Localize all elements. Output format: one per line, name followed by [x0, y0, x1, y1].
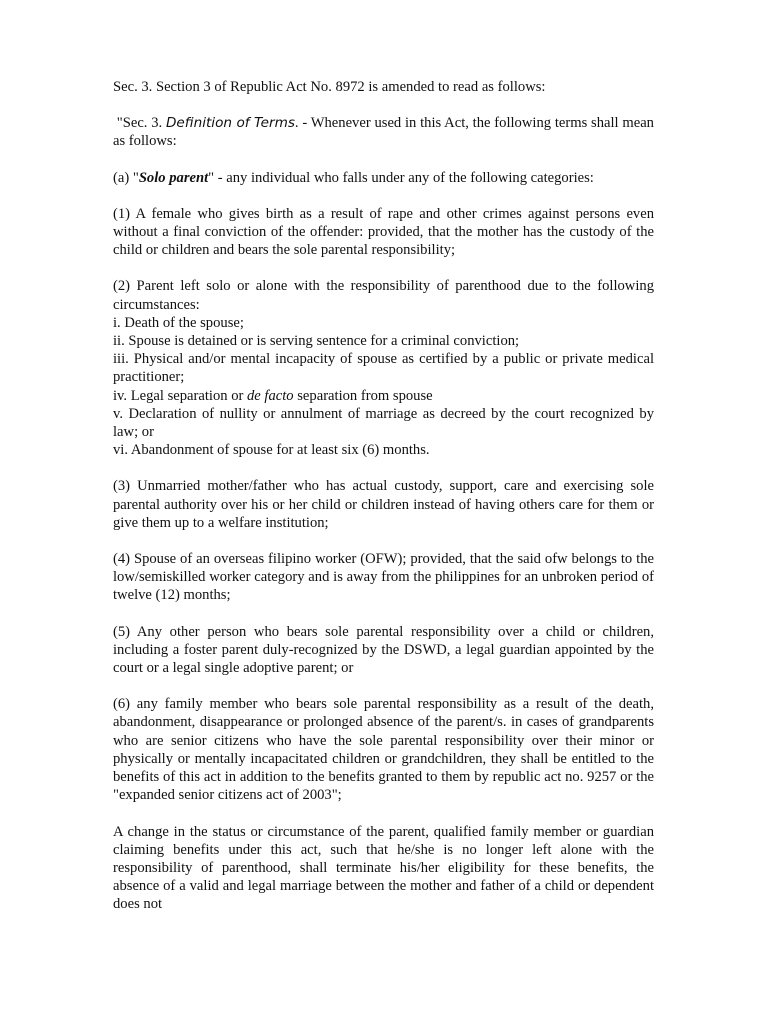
status-change-text: A change in the status or circumstance of the parent, qualified family member or guardian claiming benefits under this act, such that he/she is no longer left alone with the responsibility of parenthood, shall terminate his/her eligibility for these benefits, the absence of a valid and legal marriage between the mother and father of a child or dependent does not [113, 823, 654, 913]
document-page [113, 78, 654, 914]
definition-term: Definition of Terms [165, 115, 295, 132]
circumstance-iv-pre: iv. Legal separation or [113, 387, 247, 404]
category-item-3 [113, 477, 654, 532]
solo-parent-definition [113, 169, 654, 187]
definition-rest: . - Whenever used in this Act, the following terms shall mean as follows: [113, 115, 654, 150]
circumstance-iii: iii. Physical and/or mental incapacity of spouse as certified by a public or private medical practitioner; [113, 351, 654, 386]
category-item-2-intro: (2) Parent left solo or alone with the responsibility of parenthood due to the following circumstances: [113, 278, 654, 313]
circumstance-vi: vi. Abandonment of spouse for at least six (6) months. [113, 442, 430, 459]
circumstance-iv [113, 387, 654, 405]
circumstance-iv-term: de facto [247, 387, 294, 404]
category-item-1 [113, 205, 654, 260]
section-heading-text: Sec. 3. Section 3 of Republic Act No. 8972 is amended to read as follows: [113, 79, 546, 95]
category-item-5 [113, 623, 654, 678]
solo-parent-term: Solo parent [138, 169, 209, 186]
section-heading [113, 78, 654, 96]
category-item-5-text: (5) Any other person who bears sole parental responsibility over a child or children, including a foster parent duly-recognized by the DSWD, a legal guardian appointed by the court or a legal single adoptive parent; or [113, 623, 654, 677]
category-item-2 [113, 277, 654, 459]
circumstance-i: i. Death of the spouse; [113, 314, 244, 331]
definition-open: "Sec. 3. [116, 115, 166, 132]
category-item-3-text: (3) Unmarried mother/father who has actual custody, support, care and exercising sole parental authority over his or her child or children instead of having others care for them or give them up to a welfare institution; [113, 478, 654, 531]
category-item-4 [113, 550, 654, 605]
solo-parent-rest: " - any individual who falls under any of the following categories: [208, 169, 594, 186]
solo-parent-prefix: (a) " [113, 169, 139, 186]
category-item-6 [113, 695, 654, 804]
definition-intro [113, 114, 654, 150]
status-change-paragraph [113, 823, 654, 914]
category-item-4-text: (4) Spouse of an overseas filipino worker (OFW); provided, that the said ofw belongs to the low/semiskilled worker category and is away from the philippines for an unbroken period of twelve (12) months; [113, 551, 654, 604]
category-item-1-text: (1) A female who gives birth as a result of rape and other crimes against persons even without a final conviction of the offender: provided, that the mother has the custody of the child or children and bears the sole parental responsibility; [113, 205, 654, 259]
circumstance-iv-post: separation from spouse [293, 387, 433, 404]
circumstance-ii: ii. Spouse is detained or is serving sentence for a criminal conviction; [113, 333, 520, 350]
circumstance-v: v. Declaration of nullity or annulment of marriage as decreed by the court recognized by law; or [113, 405, 654, 441]
category-item-6-text: (6) any family member who bears sole parental responsibility as a result of the death, abandonment, disappearance or prolonged absence of the parent/s. in cases of grandparents who are senior citizens who have the sole parental responsibility over their minor or physically or mentally incapacitated children or grandchildren, they shall be entitled to the benefits of this act in addition to the benefits granted to them by republic act no. 9257 or the "expanded senior citizens act of 2003"; [113, 696, 654, 804]
